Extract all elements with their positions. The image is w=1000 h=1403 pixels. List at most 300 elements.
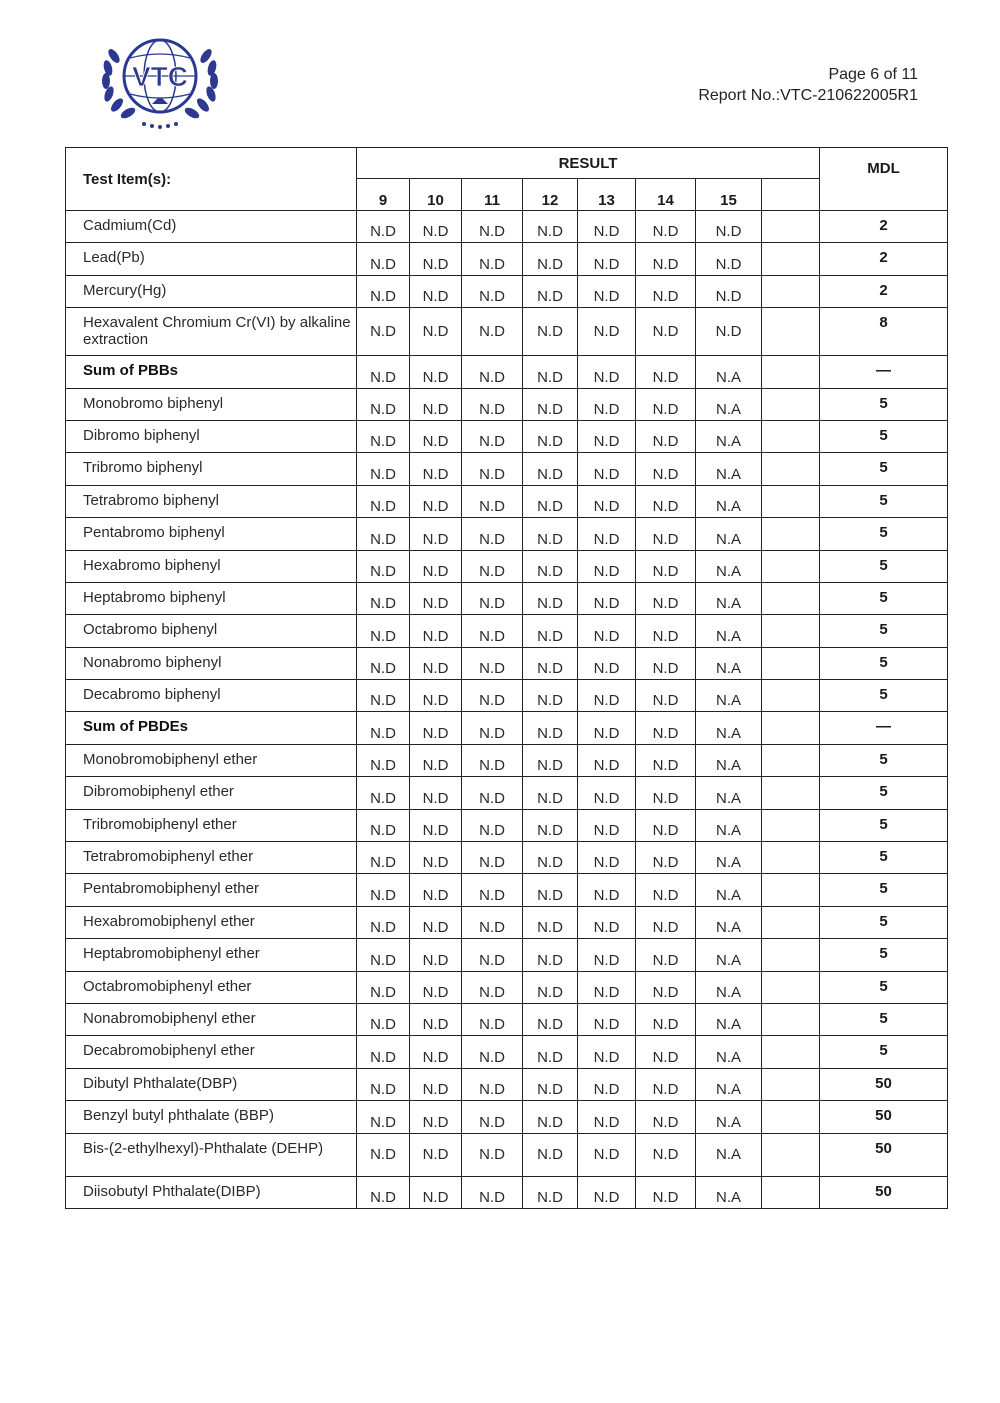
- table-row: [66, 275, 948, 307]
- report-header: [698, 64, 918, 106]
- mdl-value: 5: [820, 809, 948, 841]
- result-value: [762, 308, 820, 356]
- result-value: N.D: [523, 243, 578, 275]
- result-value: N.D: [523, 939, 578, 971]
- mdl-value: 2: [820, 275, 948, 307]
- page-number: Page 6 of 11: [828, 66, 918, 83]
- test-item-name: Bis-(2-ethylhexyl)-Phthalate (DEHP): [66, 1133, 357, 1176]
- result-value: N.D: [636, 777, 696, 809]
- result-value: N.D: [636, 842, 696, 874]
- result-value: [762, 1101, 820, 1133]
- result-value: N.A: [696, 680, 762, 712]
- result-value: N.D: [357, 1068, 410, 1100]
- sample-number-header: 9: [357, 179, 410, 211]
- test-item-name: Tribromobiphenyl ether: [66, 809, 357, 841]
- result-value: N.D: [462, 550, 523, 582]
- sample-number-header: 14: [636, 179, 696, 211]
- result-value: N.D: [578, 582, 636, 614]
- result-value: N.A: [696, 744, 762, 776]
- result-value: N.D: [523, 1068, 578, 1100]
- mdl-value: 5: [820, 420, 948, 452]
- result-value: N.D: [636, 420, 696, 452]
- mdl-value: 50: [820, 1133, 948, 1176]
- result-value: N.D: [462, 356, 523, 388]
- result-value: N.D: [636, 939, 696, 971]
- test-item-name: Hexavalent Chromium Cr(VI) by alkaline extraction: [66, 308, 357, 356]
- mdl-value: 5: [820, 777, 948, 809]
- result-value: N.D: [462, 647, 523, 679]
- result-value: [762, 243, 820, 275]
- result-value: N.D: [578, 809, 636, 841]
- result-value: N.D: [523, 582, 578, 614]
- result-value: N.A: [696, 1003, 762, 1035]
- result-value: N.D: [410, 453, 462, 485]
- mdl-value: 5: [820, 615, 948, 647]
- result-value: N.D: [357, 420, 410, 452]
- result-value: N.D: [578, 939, 636, 971]
- result-value: N.D: [578, 485, 636, 517]
- test-item-header: Test Item(s):: [66, 148, 357, 211]
- test-item-name: Nonabromo biphenyl: [66, 647, 357, 679]
- result-value: N.D: [357, 809, 410, 841]
- result-value: N.D: [696, 275, 762, 307]
- result-value: N.D: [410, 777, 462, 809]
- mdl-value: 5: [820, 388, 948, 420]
- result-value: N.D: [523, 420, 578, 452]
- result-value: N.D: [578, 1068, 636, 1100]
- result-value: N.D: [523, 615, 578, 647]
- sample-number-header: 10: [410, 179, 462, 211]
- result-value: N.A: [696, 842, 762, 874]
- mdl-value: 5: [820, 744, 948, 776]
- result-value: N.D: [410, 1036, 462, 1068]
- result-value: N.D: [410, 744, 462, 776]
- result-value: N.D: [523, 485, 578, 517]
- result-value: N.D: [410, 680, 462, 712]
- result-value: N.D: [357, 550, 410, 582]
- table-row: [66, 518, 948, 550]
- test-item-name: Monobromo biphenyl: [66, 388, 357, 420]
- result-value: [762, 939, 820, 971]
- result-value: N.D: [578, 453, 636, 485]
- mdl-header: MDL: [820, 148, 948, 211]
- result-value: [762, 420, 820, 452]
- table-row: [66, 582, 948, 614]
- result-value: N.D: [462, 1036, 523, 1068]
- result-value: N.D: [636, 1101, 696, 1133]
- result-value: N.D: [578, 777, 636, 809]
- result-value: N.A: [696, 906, 762, 938]
- result-value: N.D: [357, 1176, 410, 1208]
- sample-number-header: [762, 179, 820, 211]
- result-value: N.D: [357, 518, 410, 550]
- result-value: N.D: [462, 906, 523, 938]
- test-item-name: Pentabromo biphenyl: [66, 518, 357, 550]
- result-value: N.D: [462, 842, 523, 874]
- result-value: N.D: [578, 1133, 636, 1176]
- result-value: N.D: [636, 809, 696, 841]
- table-row: [66, 842, 948, 874]
- result-value: N.D: [462, 777, 523, 809]
- result-value: N.A: [696, 388, 762, 420]
- result-value: N.D: [357, 308, 410, 356]
- result-value: N.A: [696, 1036, 762, 1068]
- result-value: N.D: [636, 874, 696, 906]
- result-value: N.D: [578, 243, 636, 275]
- result-value: N.D: [696, 211, 762, 243]
- table-row: [66, 243, 948, 275]
- result-value: N.D: [462, 971, 523, 1003]
- result-value: N.D: [462, 615, 523, 647]
- result-value: N.D: [523, 971, 578, 1003]
- result-value: N.D: [357, 211, 410, 243]
- report-number: Report No.:VTC-210622005R1: [698, 87, 918, 104]
- result-value: N.D: [578, 680, 636, 712]
- result-value: N.D: [523, 777, 578, 809]
- result-value: N.D: [462, 453, 523, 485]
- svg-text:VTC: VTC: [132, 61, 188, 92]
- result-value: N.D: [636, 211, 696, 243]
- result-value: N.D: [410, 1133, 462, 1176]
- result-value: N.D: [410, 308, 462, 356]
- result-value: N.D: [636, 582, 696, 614]
- result-value: N.D: [410, 1176, 462, 1208]
- test-item-name: Mercury(Hg): [66, 275, 357, 307]
- result-value: [762, 1068, 820, 1100]
- test-item-name: Diisobutyl Phthalate(DIBP): [66, 1176, 357, 1208]
- result-value: [762, 582, 820, 614]
- result-value: N.D: [523, 275, 578, 307]
- result-value: N.D: [462, 420, 523, 452]
- result-value: N.D: [578, 1176, 636, 1208]
- result-value: N.D: [410, 550, 462, 582]
- result-value: N.D: [636, 243, 696, 275]
- result-value: N.D: [357, 615, 410, 647]
- result-value: N.D: [523, 647, 578, 679]
- result-value: N.D: [578, 420, 636, 452]
- result-value: [762, 809, 820, 841]
- mdl-value: 2: [820, 243, 948, 275]
- result-value: N.D: [578, 971, 636, 1003]
- result-value: N.D: [523, 550, 578, 582]
- result-value: N.D: [357, 243, 410, 275]
- result-value: N.A: [696, 971, 762, 1003]
- test-item-name: Dibromobiphenyl ether: [66, 777, 357, 809]
- result-value: N.A: [696, 809, 762, 841]
- result-value: N.D: [523, 1101, 578, 1133]
- result-value: N.D: [462, 485, 523, 517]
- result-value: N.D: [410, 971, 462, 1003]
- test-item-name: Heptabromobiphenyl ether: [66, 939, 357, 971]
- test-item-name: Monobromobiphenyl ether: [66, 744, 357, 776]
- mdl-value: —: [820, 356, 948, 388]
- result-value: [762, 971, 820, 1003]
- result-value: [762, 1036, 820, 1068]
- result-value: N.D: [462, 243, 523, 275]
- result-value: N.D: [357, 1101, 410, 1133]
- sample-number-header: 13: [578, 179, 636, 211]
- result-value: N.D: [636, 1133, 696, 1176]
- result-value: N.D: [578, 356, 636, 388]
- result-value: N.D: [462, 518, 523, 550]
- result-value: N.D: [523, 680, 578, 712]
- test-item-name: Dibutyl Phthalate(DBP): [66, 1068, 357, 1100]
- result-value: N.D: [523, 1036, 578, 1068]
- vtc-logo-icon: [92, 24, 228, 134]
- result-value: [762, 275, 820, 307]
- table-row: [66, 906, 948, 938]
- test-item-name: Nonabromobiphenyl ether: [66, 1003, 357, 1035]
- mdl-value: 5: [820, 906, 948, 938]
- table-row: [66, 550, 948, 582]
- table-row: [66, 971, 948, 1003]
- result-value: N.A: [696, 939, 762, 971]
- table-row: [66, 356, 948, 388]
- result-value: N.D: [578, 615, 636, 647]
- result-value: N.D: [636, 680, 696, 712]
- result-value: N.D: [523, 744, 578, 776]
- table-row: [66, 615, 948, 647]
- result-value: N.D: [636, 550, 696, 582]
- result-value: N.D: [578, 906, 636, 938]
- mdl-value: 2: [820, 211, 948, 243]
- result-value: N.D: [410, 518, 462, 550]
- result-value: N.D: [578, 550, 636, 582]
- mdl-value: 5: [820, 453, 948, 485]
- test-item-name: Tetrabromobiphenyl ether: [66, 842, 357, 874]
- test-item-name: Hexabromobiphenyl ether: [66, 906, 357, 938]
- result-value: N.A: [696, 356, 762, 388]
- mdl-value: 5: [820, 647, 948, 679]
- result-value: [762, 485, 820, 517]
- result-value: [762, 453, 820, 485]
- result-value: N.D: [636, 647, 696, 679]
- result-value: N.D: [578, 712, 636, 744]
- result-value: N.D: [636, 712, 696, 744]
- result-value: N.A: [696, 518, 762, 550]
- result-value: [762, 777, 820, 809]
- result-value: N.D: [410, 906, 462, 938]
- result-value: N.D: [636, 453, 696, 485]
- result-value: N.D: [578, 388, 636, 420]
- result-value: N.D: [578, 647, 636, 679]
- result-value: N.D: [410, 1101, 462, 1133]
- table-row: [66, 680, 948, 712]
- table-row: [66, 1036, 948, 1068]
- table-row: [66, 388, 948, 420]
- result-value: N.D: [696, 308, 762, 356]
- result-value: N.D: [410, 939, 462, 971]
- result-value: N.A: [696, 550, 762, 582]
- result-value: N.D: [523, 1003, 578, 1035]
- result-value: N.D: [410, 243, 462, 275]
- result-value: N.D: [357, 939, 410, 971]
- results-table: [65, 147, 948, 1209]
- result-value: [762, 906, 820, 938]
- result-value: N.D: [578, 1003, 636, 1035]
- table-row: [66, 308, 948, 356]
- result-value: N.A: [696, 1176, 762, 1208]
- result-value: N.D: [636, 1068, 696, 1100]
- result-value: N.D: [462, 874, 523, 906]
- result-value: N.D: [410, 615, 462, 647]
- result-value: N.D: [462, 388, 523, 420]
- mdl-value: —: [820, 712, 948, 744]
- result-value: N.D: [410, 874, 462, 906]
- result-value: N.D: [410, 356, 462, 388]
- result-value: N.D: [636, 744, 696, 776]
- table-row: [66, 744, 948, 776]
- result-value: N.A: [696, 453, 762, 485]
- result-value: N.D: [410, 211, 462, 243]
- test-item-name: Sum of PBBs: [66, 356, 357, 388]
- table-row: [66, 1133, 948, 1176]
- result-value: [762, 550, 820, 582]
- result-value: N.D: [410, 388, 462, 420]
- mdl-value: 5: [820, 1036, 948, 1068]
- test-item-name: Octabromo biphenyl: [66, 615, 357, 647]
- result-value: N.D: [636, 615, 696, 647]
- mdl-value: 5: [820, 582, 948, 614]
- result-value: N.D: [357, 971, 410, 1003]
- result-value: N.D: [410, 485, 462, 517]
- sample-number-header: 12: [523, 179, 578, 211]
- result-value: N.D: [636, 1176, 696, 1208]
- result-value: N.D: [636, 518, 696, 550]
- test-item-name: Lead(Pb): [66, 243, 357, 275]
- result-value: N.D: [523, 356, 578, 388]
- result-value: [762, 744, 820, 776]
- mdl-value: 5: [820, 680, 948, 712]
- result-value: N.D: [462, 1068, 523, 1100]
- test-item-name: Dibromo biphenyl: [66, 420, 357, 452]
- result-value: N.D: [462, 1176, 523, 1208]
- result-value: N.D: [462, 939, 523, 971]
- result-value: N.D: [357, 842, 410, 874]
- result-value: N.A: [696, 1133, 762, 1176]
- result-value: N.D: [636, 906, 696, 938]
- vtc-logo: [92, 24, 228, 134]
- result-value: N.A: [696, 1068, 762, 1100]
- result-value: N.D: [357, 388, 410, 420]
- result-value: N.D: [523, 874, 578, 906]
- result-value: N.D: [357, 712, 410, 744]
- result-value: N.D: [636, 485, 696, 517]
- table-row: [66, 211, 948, 243]
- table-row: [66, 1068, 948, 1100]
- table-row: [66, 809, 948, 841]
- result-value: N.A: [696, 777, 762, 809]
- result-value: [762, 1003, 820, 1035]
- result-value: N.A: [696, 420, 762, 452]
- mdl-value: 5: [820, 971, 948, 1003]
- result-value: N.D: [357, 1036, 410, 1068]
- result-value: N.A: [696, 647, 762, 679]
- mdl-value: 5: [820, 874, 948, 906]
- result-value: N.D: [578, 275, 636, 307]
- table-row: [66, 420, 948, 452]
- result-value: N.D: [357, 744, 410, 776]
- sample-number-header: 15: [696, 179, 762, 211]
- mdl-value: 8: [820, 308, 948, 356]
- result-value: N.D: [357, 453, 410, 485]
- result-value: N.D: [462, 582, 523, 614]
- table-row: [66, 647, 948, 679]
- test-item-name: Hexabromo biphenyl: [66, 550, 357, 582]
- result-value: N.D: [410, 582, 462, 614]
- result-value: N.D: [523, 712, 578, 744]
- result-value: N.D: [357, 680, 410, 712]
- result-value: N.D: [578, 744, 636, 776]
- result-value: N.A: [696, 485, 762, 517]
- result-value: N.D: [357, 356, 410, 388]
- result-value: N.D: [462, 1003, 523, 1035]
- result-value: N.D: [523, 1133, 578, 1176]
- mdl-value: 5: [820, 939, 948, 971]
- result-value: N.D: [410, 1068, 462, 1100]
- result-value: [762, 680, 820, 712]
- result-value: N.D: [523, 388, 578, 420]
- result-value: N.D: [357, 275, 410, 307]
- test-item-name: Benzyl butyl phthalate (BBP): [66, 1101, 357, 1133]
- result-value: N.D: [523, 518, 578, 550]
- mdl-value: 5: [820, 842, 948, 874]
- result-value: N.D: [578, 1036, 636, 1068]
- result-value: N.D: [410, 842, 462, 874]
- result-value: N.D: [523, 211, 578, 243]
- result-value: N.D: [410, 712, 462, 744]
- mdl-value: 50: [820, 1101, 948, 1133]
- result-value: N.D: [462, 1133, 523, 1176]
- test-item-name: Tribromo biphenyl: [66, 453, 357, 485]
- test-item-name: Octabromobiphenyl ether: [66, 971, 357, 1003]
- result-value: N.D: [636, 1003, 696, 1035]
- result-value: N.D: [523, 308, 578, 356]
- result-value: N.D: [410, 809, 462, 841]
- result-value: N.D: [523, 842, 578, 874]
- result-value: N.D: [462, 308, 523, 356]
- result-value: N.D: [578, 308, 636, 356]
- result-value: N.A: [696, 582, 762, 614]
- result-value: N.D: [357, 777, 410, 809]
- result-value: N.D: [462, 744, 523, 776]
- result-value: N.D: [357, 582, 410, 614]
- table-row: [66, 1176, 948, 1208]
- table-row: [66, 453, 948, 485]
- result-header: RESULT: [357, 148, 820, 179]
- result-value: N.D: [410, 1003, 462, 1035]
- result-value: N.D: [578, 874, 636, 906]
- test-item-name: Pentabromobiphenyl ether: [66, 874, 357, 906]
- result-value: N.D: [357, 1003, 410, 1035]
- test-item-name: Decabromobiphenyl ether: [66, 1036, 357, 1068]
- mdl-value: 5: [820, 550, 948, 582]
- result-value: N.D: [523, 453, 578, 485]
- result-value: N.D: [357, 1133, 410, 1176]
- result-value: N.D: [636, 308, 696, 356]
- result-value: N.A: [696, 1101, 762, 1133]
- result-value: [762, 1176, 820, 1208]
- test-item-name: Tetrabromo biphenyl: [66, 485, 357, 517]
- result-value: N.D: [357, 647, 410, 679]
- result-value: [762, 211, 820, 243]
- table-row: [66, 485, 948, 517]
- result-value: [762, 712, 820, 744]
- result-value: [762, 615, 820, 647]
- result-value: N.D: [410, 420, 462, 452]
- table-row: [66, 1101, 948, 1133]
- result-value: N.D: [696, 243, 762, 275]
